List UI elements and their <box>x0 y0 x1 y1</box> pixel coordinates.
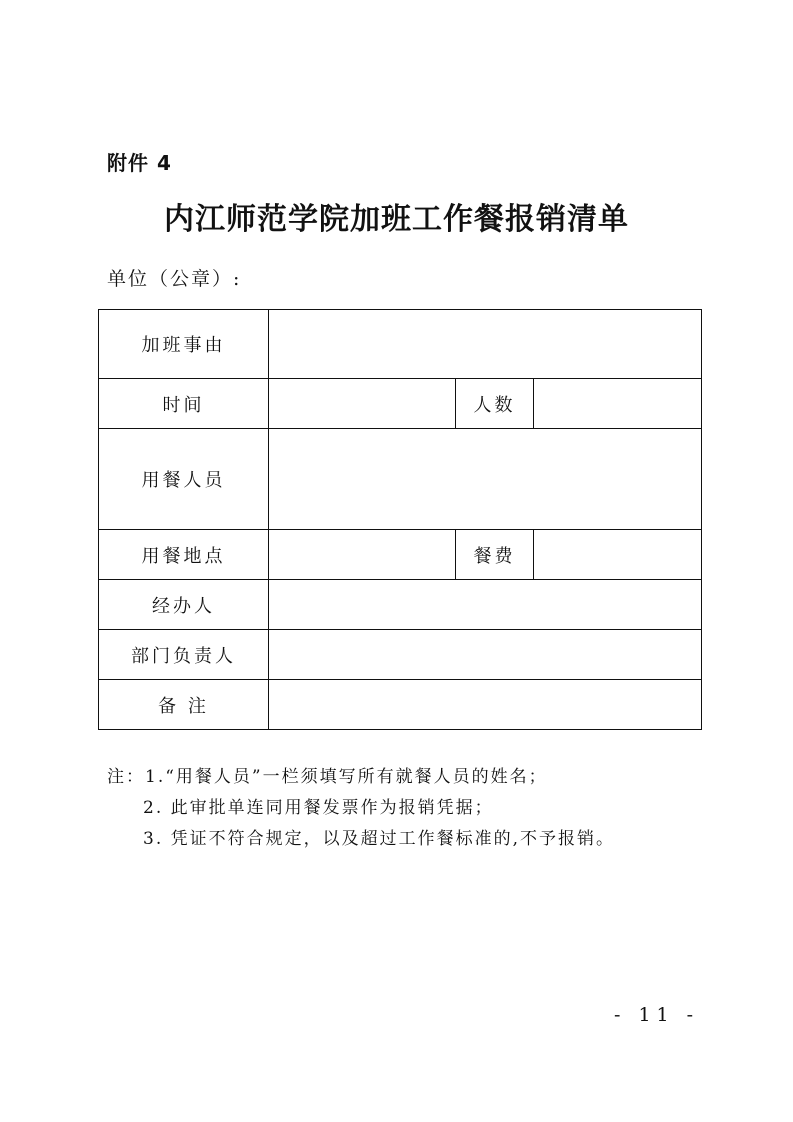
unit-seal-label: 单位（公章）: <box>107 268 242 290</box>
row-location <box>99 530 702 580</box>
remarks-field[interactable] <box>269 680 702 730</box>
row-handler <box>99 580 702 630</box>
reimbursement-form <box>98 309 702 730</box>
dept-head-field[interactable] <box>269 630 702 680</box>
notes-section <box>107 762 615 855</box>
row-reason <box>99 310 702 379</box>
location-label: 用餐地点 <box>99 530 269 580</box>
note-line-1 <box>107 762 615 793</box>
cost-label: 餐费 <box>456 530 534 580</box>
reason-field[interactable] <box>269 310 702 379</box>
time-label: 时间 <box>99 379 269 429</box>
row-remarks <box>99 680 702 730</box>
reason-label: 加班事由 <box>99 310 269 379</box>
note-item-2: 2. 此审批单连同用餐发票作为报销凭据； <box>143 798 494 818</box>
cost-field[interactable] <box>534 530 702 580</box>
note-item-1: 1.“用餐人员”一栏须填写所有就餐人员的姓名； <box>145 767 548 787</box>
headcount-label: 人数 <box>456 379 534 429</box>
diners-label: 用餐人员 <box>99 429 269 530</box>
attachment-label: 附件 4 <box>107 151 172 175</box>
time-field[interactable] <box>269 379 456 429</box>
handler-label: 经办人 <box>99 580 269 630</box>
note-item-3: 3. 凭证不符合规定，以及超过工作餐标准的,不予报销。 <box>143 829 616 849</box>
handler-field[interactable] <box>269 580 702 630</box>
notes-prefix: 注： <box>107 767 145 787</box>
headcount-field[interactable] <box>534 379 702 429</box>
location-field[interactable] <box>269 530 456 580</box>
page-number: - 11 - <box>614 1004 700 1026</box>
row-dept-head <box>99 630 702 680</box>
page-title: 内江师范学院加班工作餐报销清单 <box>164 202 629 237</box>
diners-field[interactable] <box>269 429 702 530</box>
row-time <box>99 379 702 429</box>
remarks-label: 备 注 <box>99 680 269 730</box>
dept-head-label: 部门负责人 <box>99 630 269 680</box>
row-diners <box>99 429 702 530</box>
